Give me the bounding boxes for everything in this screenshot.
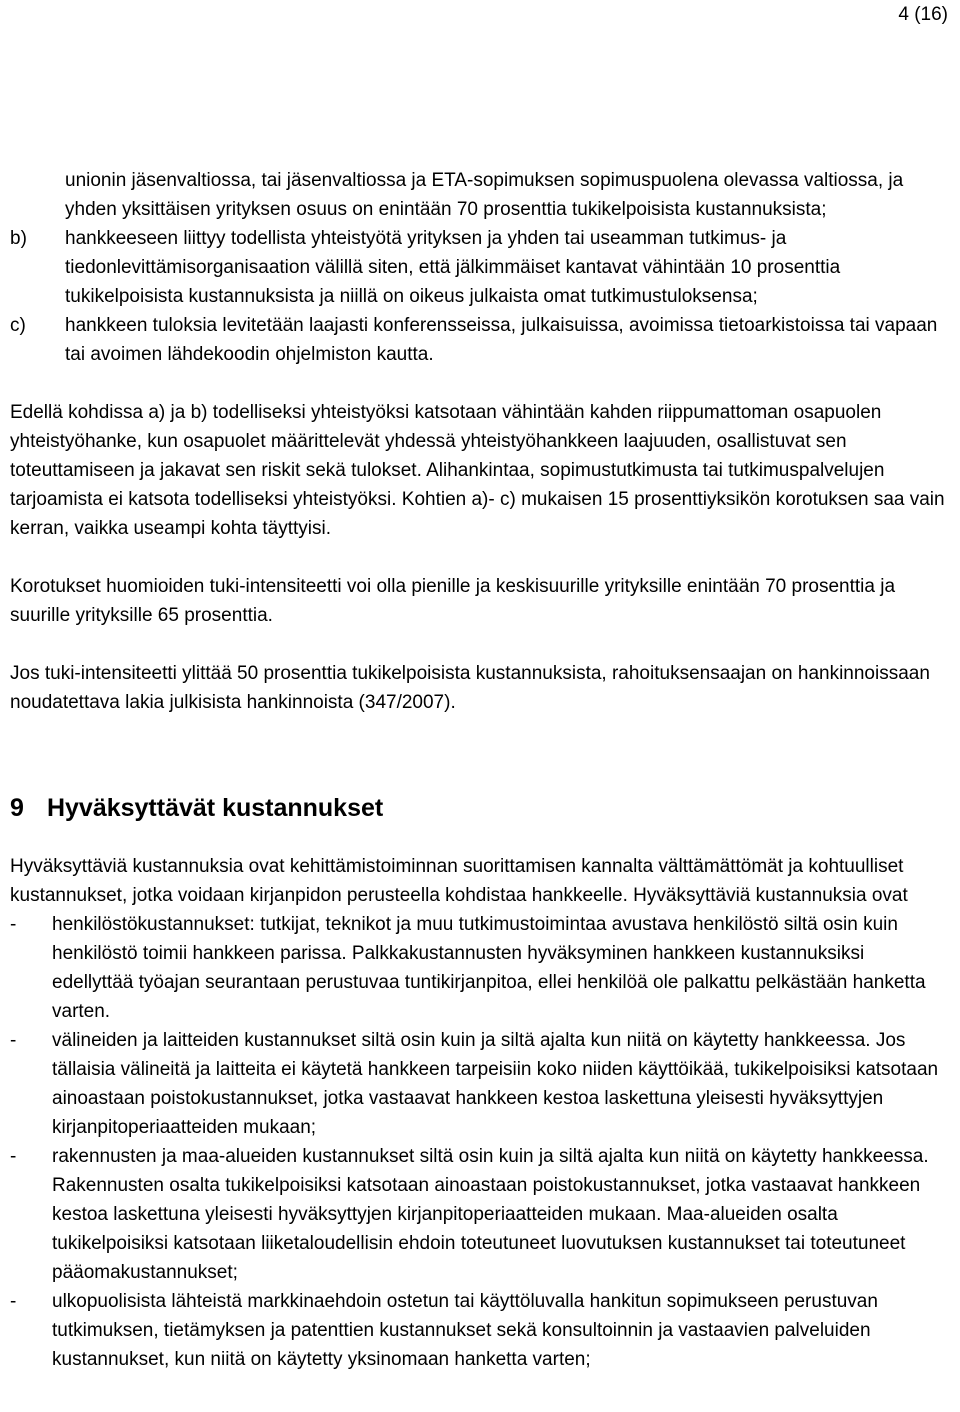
paragraph-procurement: Jos tuki-intensiteetti ylittää 50 prosenttia tukikelpoisista kustannuksista, rahoituksensaajan on hankinnoissaan noudatettava lakia julkisista hankinnoista (347/2007).: [10, 663, 930, 713]
section-intro: Hyväksyttäviä kustannuksia ovat kehittämistoiminnan suorittamisen kannalta välttämättömät ja kohtuulliset kustannukset, jotka voidaan kirjanpidon perusteella kohdistaa hankkeelle. Hyväksyttäviä kustannuksia ovat: [10, 856, 908, 906]
list-item-text: rakennusten ja maa-alueiden kustannukset siltä osin kuin ja siltä ajalta kun niitä on käytetty hankkeessa. Rakennusten osalta tukikelpoisiksi katsotaan ainoastaan poistokustannukset, jotka vastaavat hankkeen kestoa laskettuna yleisesti hyväksyttyjen kirjanpitoperiaatteiden mukaan. Maa-alueiden osalta tukikelpoisiksi katsotaan liiketaloudellisin ehdoin toteutuneet luovutuksen kustannukset tai toteutuneet pääomakustannukset;: [52, 1146, 929, 1283]
list-item-b: [10, 224, 948, 311]
paragraph-aid-intensity: Korotukset huomioiden tuki-intensiteetti voi olla pienille ja keskisuurille yrityksille enintään 70 prosenttia ja suurille yrityksille 65 prosenttia.: [10, 576, 896, 626]
list-item: [10, 910, 948, 1026]
list-item-text: hankkeeseen liittyy todellista yhteistyötä yrityksen ja yhden tai useamman tutkimus- ja tiedonlevittämisorganisaation välillä siten, että jälkimmäiset kantavat vähintään 10 prosenttia tukikelpoisista kustannuksista ja niillä on oikeus julkaista omat tutkimustuloksensa;: [65, 228, 841, 307]
list-item-continuation: [10, 166, 948, 224]
list-marker: b): [10, 228, 27, 249]
dash-marker: -: [10, 1291, 17, 1312]
list-item: [10, 1026, 948, 1142]
list-item-text: hankkeen tuloksia levitetään laajasti konferensseissa, julkaisuissa, avoimissa tietoarkistoissa tai vapaan tai avoimen lähdekoodin ohjelmiston kautta.: [65, 315, 938, 365]
eligible-costs-list: [10, 910, 948, 1374]
paragraph-cooperation: Edellä kohdissa a) ja b) todelliseksi yhteistyöksi katsotaan vähintään kahden riippumattoman osapuolen yhteistyöhanke, kun osapuolet määrittelevät yhdessä yhteistyöhankkeen laajuuden, osallistuvat sen toteuttamiseen ja jakavat sen riskit sekä tulokset. Alihankintaa, sopimustutkimusta tai tutkimuspalvelujen tarjoamista ei katsota todelliseksi yhteistyöksi. Kohtien a)- c) mukaisen 15 prosenttiyksikön korotuksen saa vain kerran, vaikka useampi kohta täyttyisi.: [10, 402, 945, 539]
dash-marker: -: [10, 1030, 17, 1051]
section-heading: [10, 791, 948, 825]
list-item: [10, 1287, 948, 1374]
page-number: 4 (16): [898, 4, 948, 25]
list-item-text: välineiden ja laitteiden kustannukset siltä osin kuin ja siltä ajalta kun niitä on käytetty hankkeessa. Jos tällaisia välineitä ja laitteita ei käytetä hankkeen tarpeisiin koko niiden käyttöikää, tukikelpoisiksi katsotaan ainoastaan poistokustannukset, jotka vastaavat hankkeen kestoa laskettuna yleisesti hyväksyttyjen kirjanpitoperiaatteiden mukaan;: [52, 1030, 939, 1138]
list-item-text: ulkopuolisista lähteistä markkinaehdoin ostetun tai käyttöluvalla hankitun sopimukseen perustuvan tutkimuksen, tietämyksen ja patenttien kustannukset sekä konsultoinnin ja vastaavien palveluiden kustannukset, kun niitä on käytetty yksinomaan hanketta varten;: [52, 1291, 878, 1370]
list-item: [10, 1142, 948, 1287]
list-marker: c): [10, 315, 26, 336]
list-item-text: unionin jäsenvaltiossa, tai jäsenvaltiossa ja ETA-sopimuksen sopimuspuolena olevassa valtiossa, ja yhden yksittäisen yrityksen osuus on enintään 70 prosenttia tukikelpoisista kustannuksista;: [65, 170, 904, 220]
list-item-c: [10, 311, 948, 369]
list-item-text: henkilöstökustannukset: tutkijat, teknikot ja muu tutkimustoimintaa avustava henkilöstö siltä osin kuin henkilöstö toimii hankkeen parissa. Palkkakustannusten hyväksyminen hankkeen kustannuksiksi edellyttää työajan seurantaan perustuvaa tuntikirjanpitoa, ellei henkilöä ole palkattu pelkästään hanketta varten.: [52, 914, 926, 1022]
section-title: Hyväksyttävät kustannukset: [46, 794, 384, 822]
criteria-list: [10, 166, 948, 369]
dash-marker: -: [10, 914, 17, 935]
dash-marker: -: [10, 1146, 17, 1167]
document-body: [10, 166, 948, 1374]
section-number: 9: [10, 794, 24, 822]
